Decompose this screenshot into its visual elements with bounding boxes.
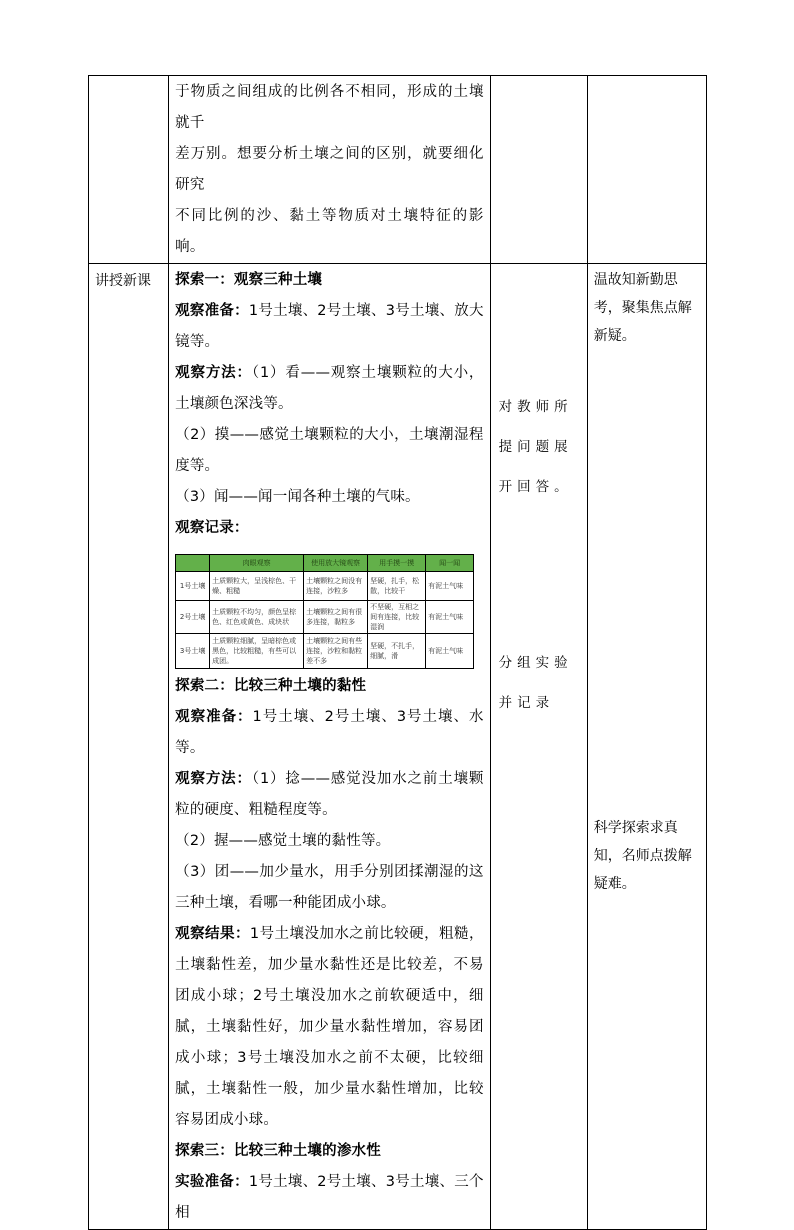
record-label: 观察记录： <box>175 520 249 536</box>
explore2-title: 探索二：比较三种土壤的黏性 <box>175 678 367 694</box>
prep-text: 1号土壤、2号土壤、3号土壤、放大镜等。 <box>175 303 484 350</box>
obs-row <box>176 572 474 601</box>
design-intent-1: 温故知新勤思考，聚集焦点解新疑。 <box>593 272 692 344</box>
method-text: （1）看——观察土壤颗粒的大小，土壤颜色深浅等。 <box>175 365 484 412</box>
obs-cell: 有泥土气味 <box>426 634 474 669</box>
explore1-title: 探索一：观察三种土壤 <box>175 272 323 288</box>
method-text: （3）闻——闻一闻各种土壤的气味。 <box>175 489 420 505</box>
obs-row <box>176 601 474 634</box>
obs-cell: 土壤颗粒之间有些连接，沙粒和黏粒差不多 <box>304 634 368 669</box>
obs-cell: 土质颗粒大，呈浅棕色、干燥、粗糙 <box>210 572 304 601</box>
stage-cell-empty <box>89 76 169 264</box>
explore3-title: 探索三：比较三种土壤的渗水性 <box>175 1143 381 1159</box>
lesson-plan-table <box>88 75 707 1230</box>
obs-cell: 不坚硬，互相之间有连接，比较湿润 <box>368 601 426 634</box>
teacher-activity-cell <box>169 76 491 264</box>
student-activity-cell <box>490 264 587 1230</box>
method-text: （3）团——加少量水，用手分别团揉潮湿的这三种土壤，看哪一种能团成小球。 <box>175 864 484 911</box>
obs-cell: 土质颗粒细腻，呈暗棕色或黑色，比较粗糙，有些可以成团。 <box>210 634 304 669</box>
stage-cell <box>89 264 169 1230</box>
text-line: 于物质之间组成的比例各不相同，形成的土壤就千 <box>175 84 484 131</box>
design-intent-2: 科学探索求真知，名师点拨解疑难。 <box>593 820 692 892</box>
prep-text: 1号土壤、2号土壤、3号土壤、三个相 <box>175 1174 484 1221</box>
method-label: 观察方法： <box>175 365 252 381</box>
observation-record-table <box>175 554 474 669</box>
prep-label: 实验准备： <box>175 1174 249 1190</box>
obs-cell: 土壤颗粒之间没有连接，沙粒多 <box>304 572 368 601</box>
stage-label: 讲授新课 <box>95 273 151 289</box>
obs-cell: 土质颗粒不均匀，颜色呈棕色、红色或黄色、成块状 <box>210 601 304 634</box>
teacher-activity-cell <box>169 264 491 1230</box>
prep-label: 观察准备： <box>175 709 253 725</box>
obs-header: 使用放大镜观察 <box>304 555 368 572</box>
design-intent-cell-empty <box>587 76 706 264</box>
student-activity-experiment: 分组实验并记录 <box>498 655 573 711</box>
design-intent-cell <box>587 264 706 1230</box>
result-text: 1号土壤没加水之前比较硬，粗糙，土壤黏性差，加少量水黏性还是比较差，不易团成小球；2号土壤没加水之前软硬适中，细腻，土壤黏性好，加少量水黏性增加，容易团成小球；3号土壤没加水之前不太硬，比较细腻，土壤黏性一般，加少量水黏性增加，比较容易团成小球。 <box>175 926 484 1128</box>
obs-cell: 2号土壤 <box>176 601 210 634</box>
obs-header: 肉眼观察 <box>210 555 304 572</box>
obs-header: 用手摸一摸 <box>368 555 426 572</box>
method-label: 观察方法： <box>175 771 252 787</box>
obs-cell: 有泥土气味 <box>426 601 474 634</box>
text-line: 不同比例的沙、黏土等物质对土壤特征的影响。 <box>175 208 484 255</box>
obs-cell: 坚硬，不扎手，细腻，滑 <box>368 634 426 669</box>
obs-header: 闻一闻 <box>426 555 474 572</box>
method-text: （2）握——感觉土壤的黏性等。 <box>175 833 391 849</box>
obs-row <box>176 634 474 669</box>
method-text: （1）捻——感觉没加水之前土壤颗粒的硬度、粗糙程度等。 <box>175 771 484 818</box>
prep-label: 观察准备： <box>175 303 249 319</box>
student-activity-cell-empty <box>490 76 587 264</box>
text-line: 差万别。想要分析土壤之间的区别，就要细化研究 <box>175 146 484 193</box>
result-label: 观察结果： <box>175 926 250 942</box>
obs-header-row <box>176 555 474 572</box>
obs-cell: 3号土壤 <box>176 634 210 669</box>
obs-header <box>176 555 210 572</box>
table-row <box>89 264 707 1230</box>
table-row <box>89 76 707 264</box>
obs-cell: 1号土壤 <box>176 572 210 601</box>
obs-cell: 土壤颗粒之间有很多连接，黏粒多 <box>304 601 368 634</box>
method-text: （2）摸——感觉土壤颗粒的大小，土壤潮湿程度等。 <box>175 427 484 474</box>
obs-cell: 有泥土气味 <box>426 572 474 601</box>
obs-cell: 坚硬，扎手，松散，比较干 <box>368 572 426 601</box>
prep-text: 1号土壤、2号土壤、3号土壤、水等。 <box>175 709 484 756</box>
student-activity-answer: 对教师所提问题展开回答。 <box>498 399 573 495</box>
